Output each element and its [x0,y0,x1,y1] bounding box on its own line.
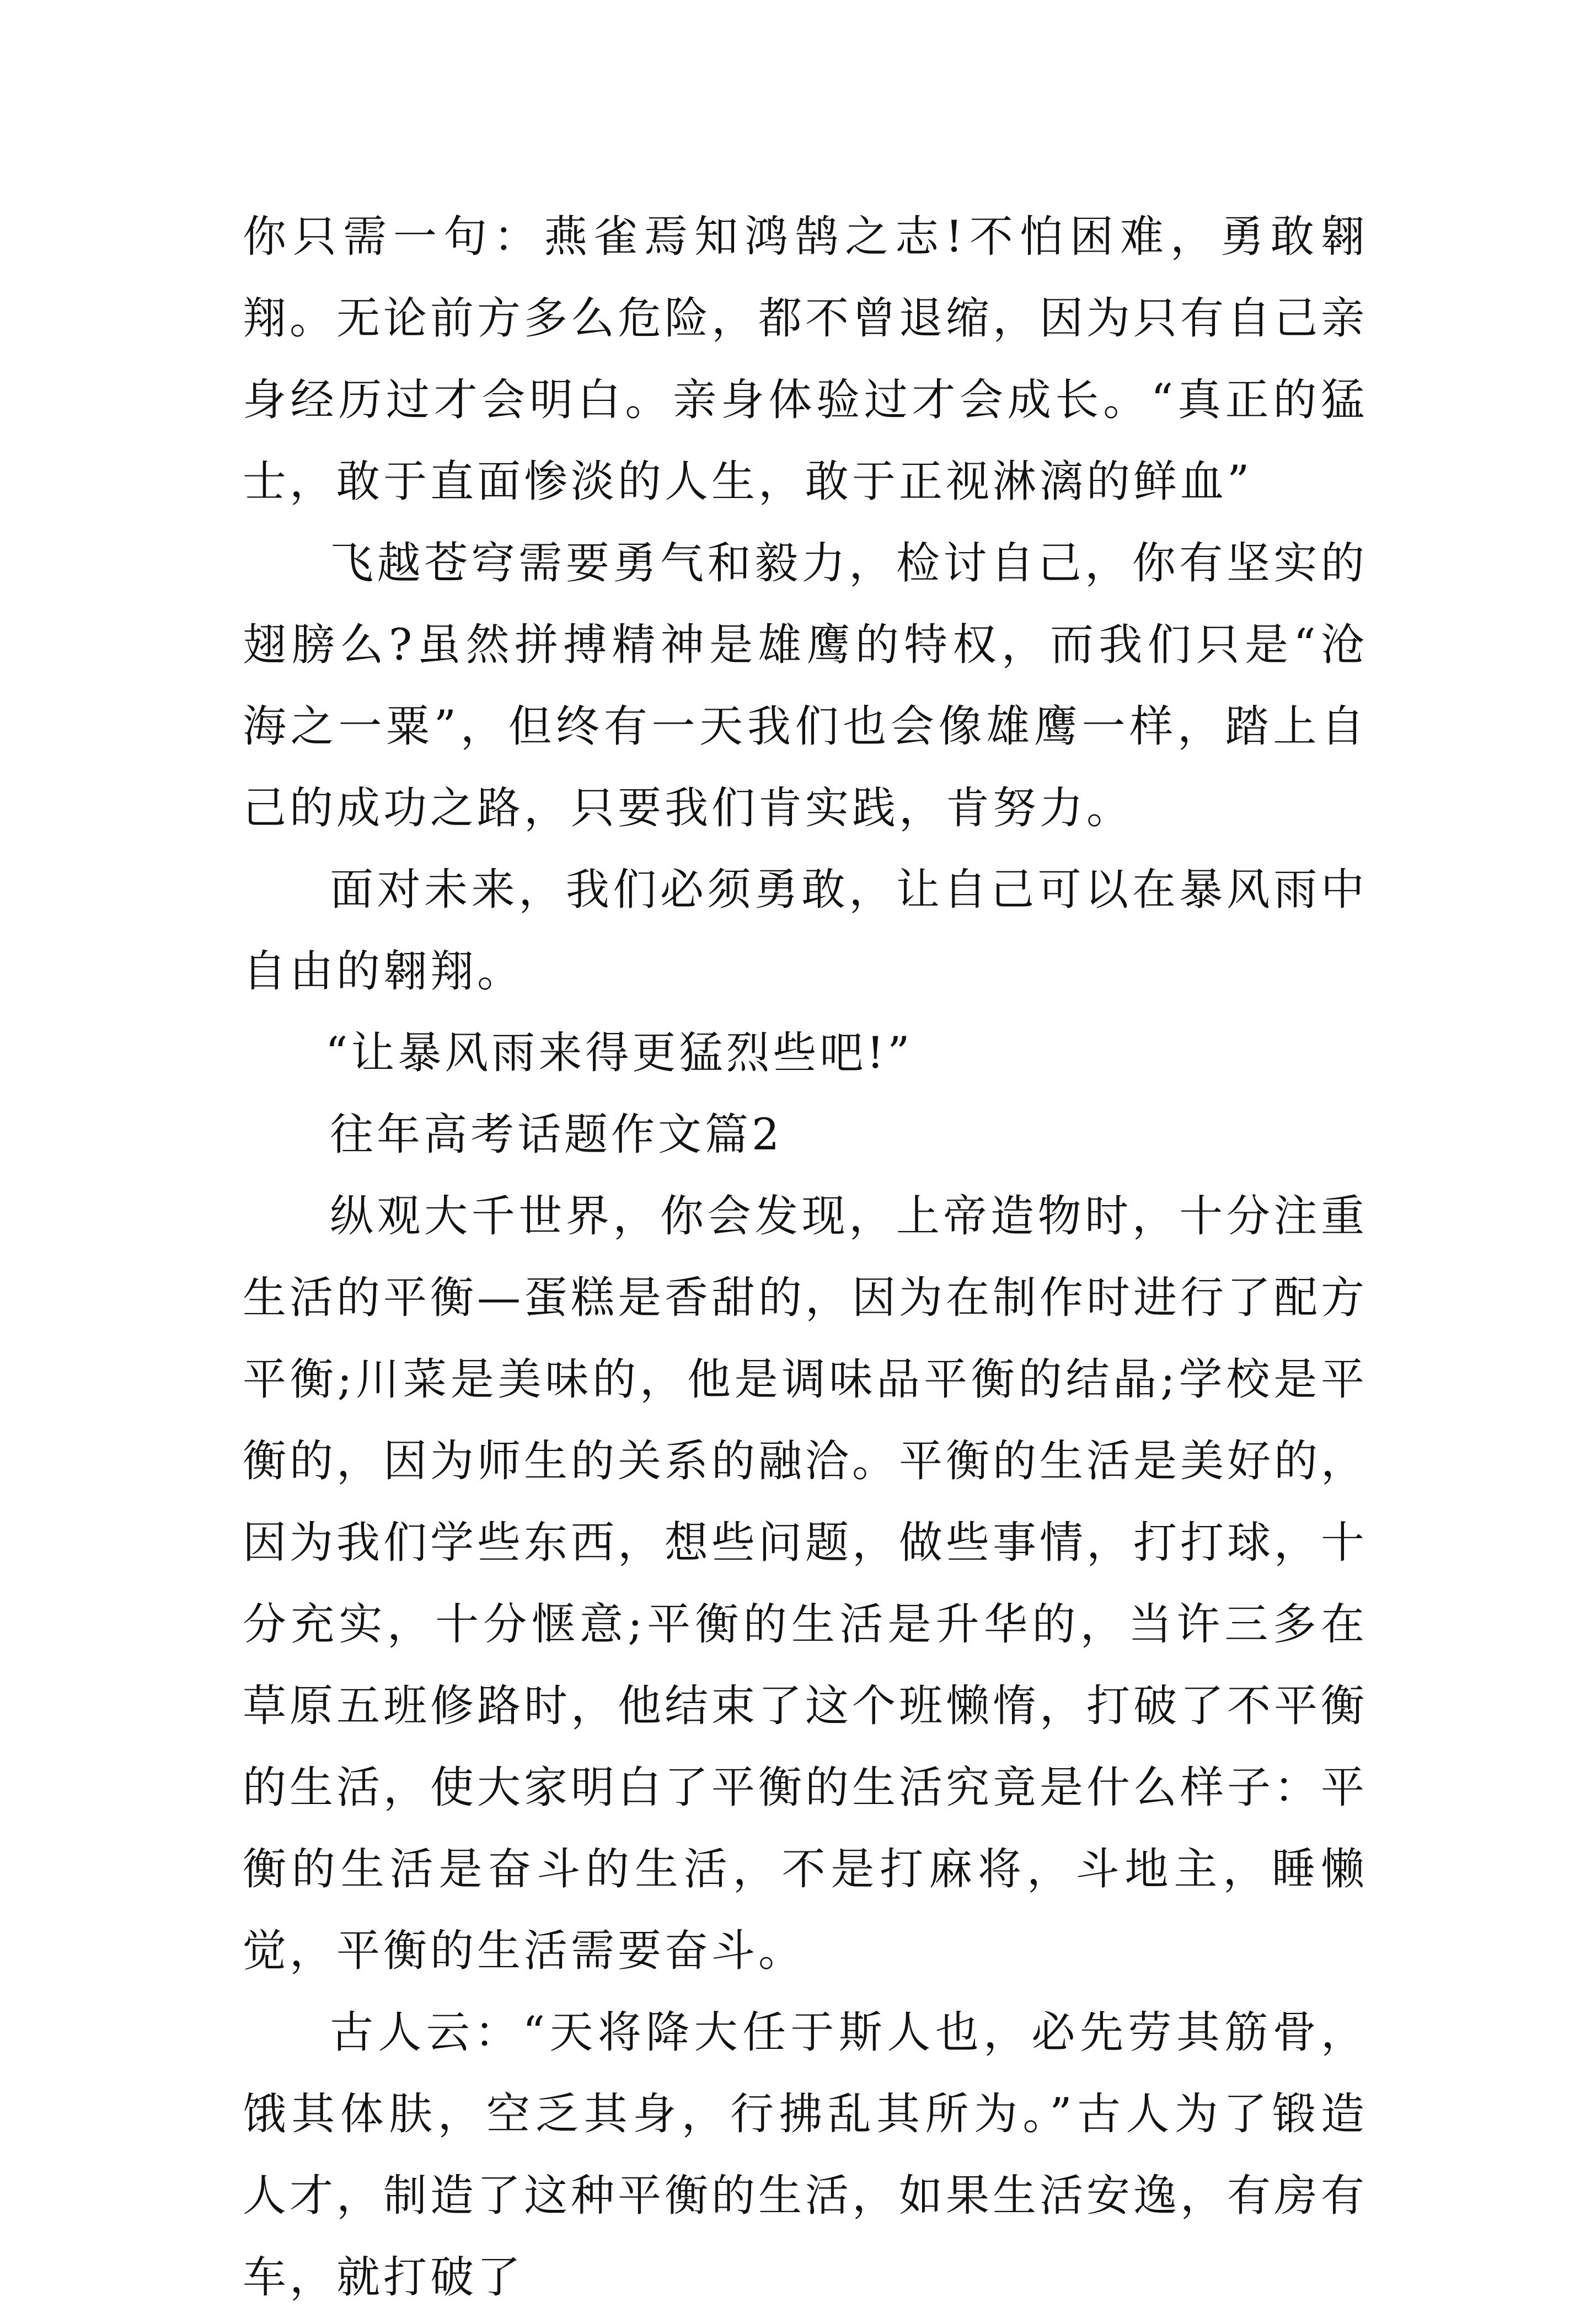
paragraph-5: 古人云：“天将降大任于斯人也，必先劳其筋骨，饿其体肤，空乏其身，行拂乱其所为。”古人为了锻造人才，制造了这种平衡的生活，如果生活安逸，有房有车，就打破了 [243,2007,1368,2303]
paragraph-1: 你只需一句：燕雀焉知鸿鹄之志!不怕困难，勇敢翱翔。无论前方多么危险，都不曾退缩，因为只有自己亲身经历过才会明白。亲身体验过才会成长。“真正的猛士，敢于直面惨淡的人生，敢于正视淋漓的鲜血” [243,211,1368,507]
document-body [243,196,1368,2318]
quote-line: “让暴风雨来得更猛烈些吧!” [325,1027,913,1078]
paragraph-4: 纵观大千世界，你会发现，上帝造物时，十分注重生活的平衡—蛋糕是香甜的，因为在制作时进行了配方平衡;川菜是美味的，他是调味品平衡的结晶;学校是平衡的，因为师生的关系的融洽。平衡的生活是美好的，因为我们学些东西，想些问题，做些事情，打打球，十分充实，十分惬意;平衡的生活是升华的，当许三多在草原五班修路时，他结束了这个班懒惰，打破了不平衡的生活，使大家明白了平衡的生活究竟是什么样子：平衡的生活是奋斗的生活，不是打麻将，斗地主，睡懒觉，平衡的生活需要奋斗。 [243,1191,1368,1976]
paragraph-2: 飞越苍穹需要勇气和毅力，检讨自己，你有坚实的翅膀么?虽然拼搏精神是雄鹰的特权，而我们只是“沧海之一粟”，但终有一天我们也会像雄鹰一样，踏上自己的成功之路，只要我们肯实践，肯努力。 [243,538,1368,833]
paragraph-3: 面对未来，我们必须勇敢，让自己可以在暴风雨中自由的翱翔。 [243,864,1368,997]
section-title: 往年高考话题作文篇2 [330,1109,783,1160]
